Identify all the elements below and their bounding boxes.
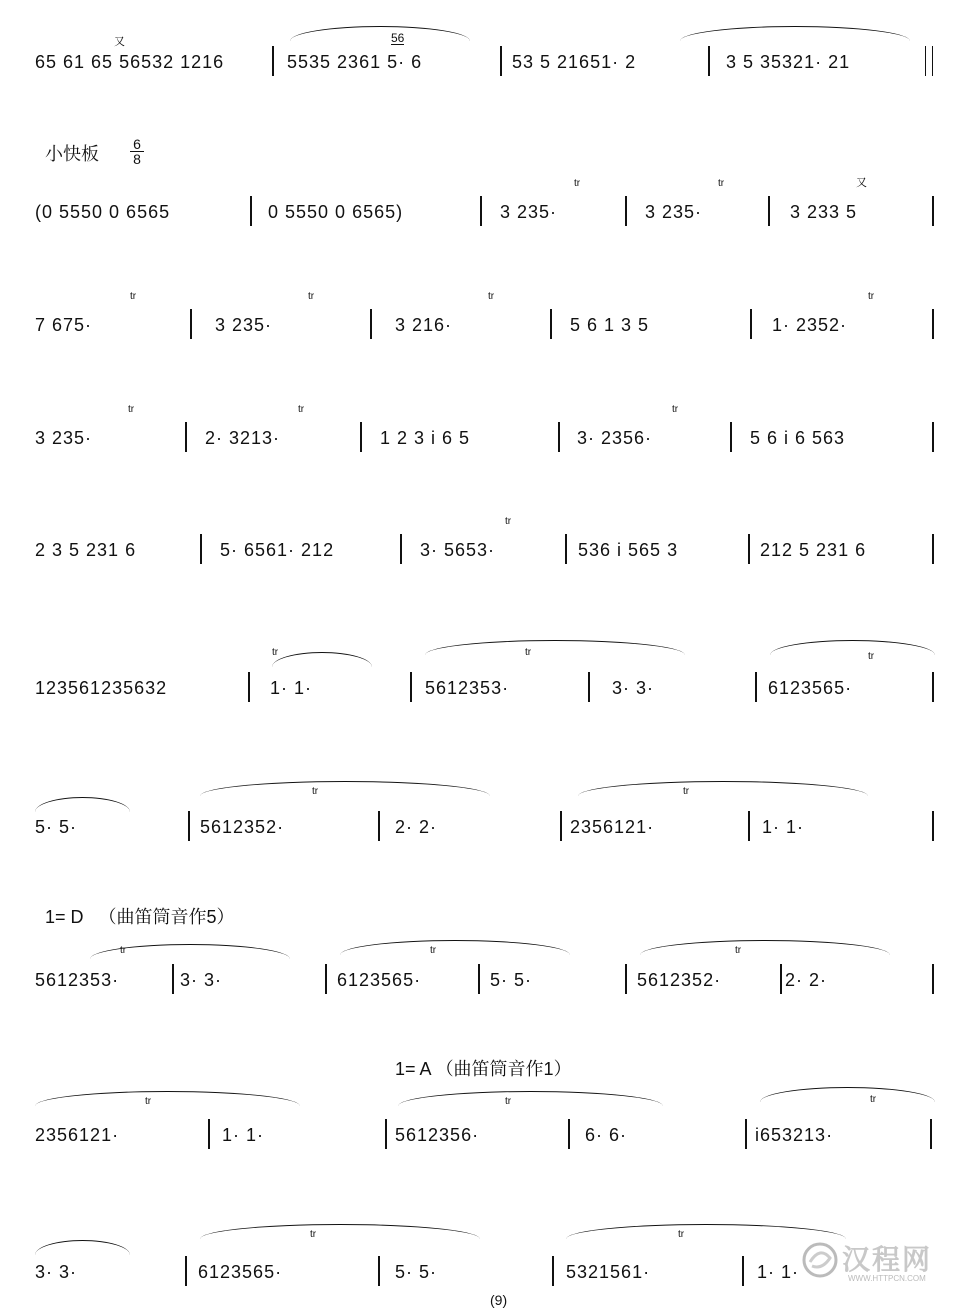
score-line-6: [0, 648, 965, 708]
barline: [568, 1119, 570, 1149]
trill-mark: tr: [678, 1229, 685, 1240]
measure: 5612352·: [637, 970, 722, 990]
barline: [932, 309, 934, 339]
barline: [932, 196, 934, 226]
trill-mark: tr: [525, 647, 532, 658]
trill-mark: tr: [488, 291, 495, 302]
measure: 3· 5653·: [420, 540, 496, 560]
measure: 2· 2·: [785, 970, 828, 990]
ornament-mark: 又: [114, 36, 125, 48]
barline: [378, 811, 380, 841]
barline: [755, 672, 757, 702]
measure: 5· 5·: [490, 970, 533, 990]
measure: 6123565·: [337, 970, 422, 990]
key-note: （曲笛筒音作5）: [98, 907, 235, 927]
measure: 65 61 65 56532 1216: [35, 52, 225, 72]
barline: [370, 309, 372, 339]
trill-mark: tr: [718, 178, 725, 189]
measure: 5 6 i 6 563: [750, 428, 846, 448]
trill-mark: tr: [574, 178, 581, 189]
trill-mark: tr: [683, 786, 690, 797]
measure: 2· 2·: [395, 817, 438, 837]
score-line-1: [0, 22, 965, 82]
barline: [190, 309, 192, 339]
barline: [625, 196, 627, 226]
trill-mark: tr: [870, 1094, 877, 1105]
key-signature-a: [395, 1058, 572, 1080]
time-signature: [130, 137, 144, 166]
barline: [748, 534, 750, 564]
barline: [730, 422, 732, 452]
measure: 1· 1·: [222, 1125, 265, 1145]
slur: [640, 940, 890, 955]
slur: [35, 797, 130, 812]
score-line-7: [0, 787, 965, 847]
page-number: (9): [490, 1292, 508, 1308]
trill-mark: tr: [430, 945, 437, 956]
measure: 3 235·: [500, 202, 558, 222]
measure: 3· 3·: [35, 1262, 78, 1282]
slur: [566, 1224, 846, 1239]
measure: 0 5550 0 6565): [268, 202, 404, 222]
slur: [760, 1087, 935, 1102]
measure: 5· 5·: [35, 817, 78, 837]
measure: 6123565·: [198, 1262, 283, 1282]
barline: [325, 964, 327, 994]
trill-mark: tr: [735, 945, 742, 956]
tempo-marking: [45, 143, 99, 165]
score-line-2: [0, 172, 965, 232]
measure: 3 235·: [645, 202, 703, 222]
barline: [188, 811, 190, 841]
watermark-url: WWW.HTTPCN.COM: [848, 1274, 926, 1283]
trill-mark: tr: [868, 291, 875, 302]
score-line-8: [0, 940, 965, 1000]
barline: [932, 672, 934, 702]
measure: 2356121·: [35, 1125, 120, 1145]
slur: [398, 1091, 663, 1106]
score-line-5: [0, 510, 965, 570]
final-barline: [925, 46, 933, 76]
barline: [272, 46, 274, 76]
measure: 5 6 1 3 5: [570, 315, 650, 335]
measure: 5612356·: [395, 1125, 480, 1145]
measure: 53 5 21651· 2: [512, 52, 637, 72]
measure: 6123565·: [768, 678, 853, 698]
slur: [770, 640, 935, 655]
measure: 3 235·: [35, 428, 93, 448]
measure: 536 i 565 3: [578, 540, 679, 560]
key-note: （曲笛筒音作1）: [435, 1059, 572, 1079]
measure: 5612352·: [200, 817, 285, 837]
measure: 1· 1·: [757, 1262, 800, 1282]
measure: 123561235632: [35, 678, 168, 698]
key-label: 1= A: [395, 1059, 431, 1079]
trill-mark: tr: [505, 516, 512, 527]
trill-mark: tr: [672, 404, 679, 415]
trill-mark: tr: [120, 945, 127, 956]
barline: [200, 534, 202, 564]
barline: [932, 422, 934, 452]
barline: [625, 964, 627, 994]
watermark-logo: [800, 1238, 950, 1288]
slur: [272, 652, 372, 667]
measure: 3 216·: [395, 315, 453, 335]
barline: [410, 672, 412, 702]
measure: 3 235·: [215, 315, 273, 335]
slur: [578, 781, 868, 796]
barline: [932, 964, 934, 994]
watermark-swirl-icon: [800, 1240, 840, 1280]
barline: [745, 1119, 747, 1149]
key-signature-d: [45, 906, 235, 928]
trill-mark: tr: [145, 1096, 152, 1107]
measure: 5612353·: [425, 678, 510, 698]
trill-mark: tr: [128, 404, 135, 415]
barline: [478, 964, 480, 994]
trill-mark: tr: [505, 1096, 512, 1107]
barline: [360, 422, 362, 452]
measure: 212 5 231 6: [760, 540, 867, 560]
measure: 2· 3213·: [205, 428, 281, 448]
barline: [930, 1119, 932, 1149]
measure: 5· 5·: [395, 1262, 438, 1282]
barline: [385, 1119, 387, 1149]
barline: [588, 672, 590, 702]
barline: [742, 1256, 744, 1286]
tempo-label: 小快板: [45, 144, 99, 164]
barline: [500, 46, 502, 76]
slur: [290, 26, 470, 41]
score-line-4: [0, 398, 965, 458]
barline: [750, 309, 752, 339]
measure: 3· 3·: [612, 678, 655, 698]
slur: [35, 1091, 300, 1106]
barline: [932, 534, 934, 564]
barline: [248, 672, 250, 702]
barline: [185, 1256, 187, 1286]
measure: 6· 6·: [585, 1125, 628, 1145]
slur: [680, 26, 910, 41]
barline: [400, 534, 402, 564]
barline: [550, 309, 552, 339]
trill-mark: tr: [312, 786, 319, 797]
barline: [932, 811, 934, 841]
barline: [780, 964, 782, 994]
measure: 5535 2361 5· 6: [287, 52, 423, 72]
barline: [208, 1119, 210, 1149]
barline: [172, 964, 174, 994]
barline: [768, 196, 770, 226]
slur: [425, 640, 685, 655]
grace-note: 56: [391, 31, 405, 45]
measure: 2 3 5 231 6: [35, 540, 137, 560]
trill-mark: tr: [298, 404, 305, 415]
barline: [748, 811, 750, 841]
score-line-3: [0, 285, 965, 345]
barline: [552, 1256, 554, 1286]
measure: 3 233 5: [790, 202, 858, 222]
trill-mark: tr: [130, 291, 137, 302]
time-signature-top: 6: [130, 137, 144, 152]
measure: 1· 1·: [270, 678, 313, 698]
barline: [560, 811, 562, 841]
measure: 1· 1·: [762, 817, 805, 837]
barline: [708, 46, 710, 76]
slur: [200, 781, 490, 796]
key-label: 1= D: [45, 907, 84, 927]
measure: 3· 3·: [180, 970, 223, 990]
measure: 1 2 3 i 6 5: [380, 428, 471, 448]
barline: [250, 196, 252, 226]
trill-mark: tr: [868, 651, 875, 662]
ornament-mark: 又: [856, 177, 867, 189]
barline: [480, 196, 482, 226]
measure: (0 5550 0 6565: [35, 202, 171, 222]
trill-mark: tr: [310, 1229, 317, 1240]
measure: 7 675·: [35, 315, 93, 335]
measure: 1· 2352·: [772, 315, 848, 335]
slur: [340, 940, 570, 955]
watermark-text: 汉程网: [842, 1244, 933, 1275]
time-signature-bottom: 8: [133, 151, 141, 167]
measure: 2356121·: [570, 817, 655, 837]
measure: i653213·: [755, 1125, 834, 1145]
barline: [185, 422, 187, 452]
measure: 5321561·: [566, 1262, 651, 1282]
barline: [378, 1256, 380, 1286]
measure: 5· 6561· 212: [220, 540, 335, 560]
slur: [35, 1240, 130, 1255]
measure: 3· 2356·: [577, 428, 653, 448]
measure: 5612353·: [35, 970, 120, 990]
barline: [565, 534, 567, 564]
trill-mark: tr: [272, 647, 279, 658]
barline: [558, 422, 560, 452]
measure: 3 5 35321· 21: [726, 52, 851, 72]
trill-mark: tr: [308, 291, 315, 302]
slur: [200, 1224, 480, 1239]
score-line-9: [0, 1095, 965, 1155]
